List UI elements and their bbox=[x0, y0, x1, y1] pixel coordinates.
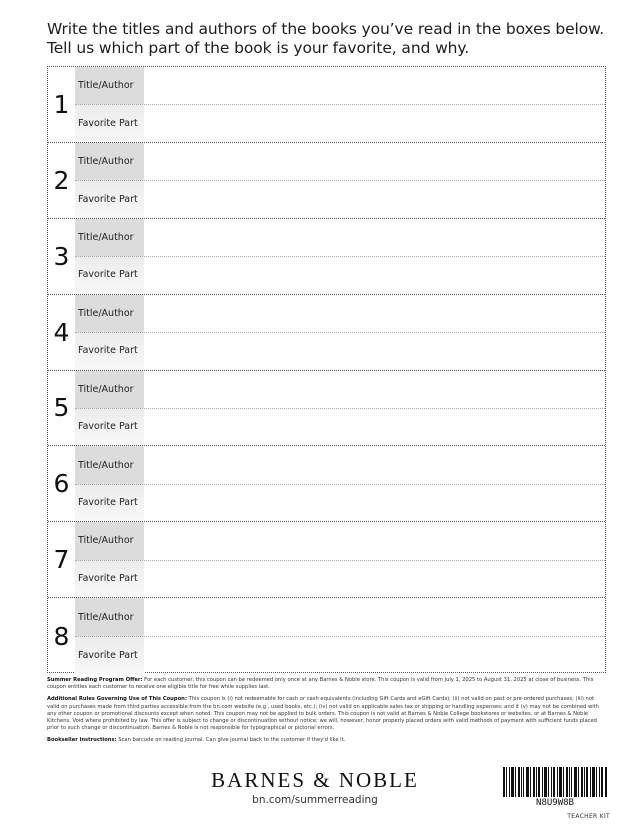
favorite-part-field[interactable] bbox=[144, 408, 605, 445]
favorite-part-label: Favorite Part bbox=[75, 636, 144, 674]
entry-fields bbox=[144, 522, 605, 597]
book-entry bbox=[48, 67, 605, 143]
program-offer-heading: Summer Reading Program Offer: bbox=[47, 677, 143, 683]
instruction-line-1: Write the titles and authors of the books you’ve read in the boxes below. bbox=[47, 20, 605, 38]
title-author-label: Title/Author bbox=[75, 67, 144, 104]
instruction-line-2: Tell us which part of the book is your favorite, and why. bbox=[47, 39, 470, 57]
program-offer-text: For each customer, this coupon can be redeemed only once at any Barnes & Noble store. This coupon is valid from July 1, 2025 to August 31, 2025 at close of business. This coupon entitles each customer to receive one eligible title for free while supplies last. bbox=[47, 677, 594, 691]
bookseller-heading: Bookseller instructions: bbox=[47, 737, 117, 744]
entry-number: 3 bbox=[53, 241, 70, 271]
entry-fields bbox=[144, 219, 605, 294]
coupon-rules-heading: Additional Rules Governing Use of This Coupon: bbox=[47, 696, 187, 703]
bookseller-text: Scan barcode on reading journal. Can give journal back to the customer if they'd like it. bbox=[118, 737, 346, 744]
title-author-field[interactable] bbox=[144, 598, 605, 636]
entry-fields bbox=[144, 446, 605, 521]
entry-number: 2 bbox=[53, 165, 70, 195]
favorite-part-label: Favorite Part bbox=[75, 256, 144, 293]
legal-fine-print bbox=[47, 677, 607, 750]
favorite-part-label: Favorite Part bbox=[75, 180, 144, 217]
favorite-part-field[interactable] bbox=[144, 180, 605, 217]
title-author-label: Title/Author bbox=[75, 371, 144, 408]
entry-fields bbox=[144, 295, 605, 370]
title-author-field[interactable] bbox=[144, 522, 605, 559]
title-author-label: Title/Author bbox=[75, 446, 144, 483]
title-author-label: Title/Author bbox=[75, 598, 144, 636]
coupon-rules bbox=[47, 696, 607, 732]
title-author-label: Title/Author bbox=[75, 295, 144, 332]
coupon-rules-text: This coupon is (i) not redeemable for cash or cash equivalents (including Gift Cards and eGift Cards); (ii) not valid on past or pre-ordered purchases; (iii) not valid on purchases made from third parties accessible from the bn.com website (e.g., used books, etc.); (iv) not valid on applicable sales tax or shipping or handling expenses; and it (v) may not be combined with any other coupon or promotional discounts except when noted. This coupon may not be applied to bulk orders. This coupon is not valid at Barnes & Noble College bookstores or websites, or at Barnes & Noble Kitchens. Void where prohibited by law. This offer is subject to change or discontinuation without notice; we will, however, honor properly placed orders with valid methods of payment with sufficient funds placed prior to such change or discontinuation. Barnes & Noble is not responsible for typographical or pictorial errors. bbox=[47, 696, 599, 732]
book-entry bbox=[48, 371, 605, 447]
entry-fields bbox=[144, 371, 605, 446]
entry-number: 5 bbox=[53, 393, 70, 423]
entry-number: 8 bbox=[53, 621, 70, 651]
entry-fields bbox=[144, 598, 605, 674]
entry-fields bbox=[144, 143, 605, 218]
book-entry bbox=[48, 522, 605, 598]
book-entry bbox=[48, 598, 605, 674]
favorite-part-label: Favorite Part bbox=[75, 104, 144, 141]
title-author-field[interactable] bbox=[144, 219, 605, 256]
brand-block bbox=[200, 768, 430, 806]
entry-number: 1 bbox=[53, 89, 70, 119]
program-offer bbox=[47, 677, 607, 691]
favorite-part-field[interactable] bbox=[144, 560, 605, 597]
brand-url[interactable]: bn.com/summerreading bbox=[252, 794, 378, 806]
book-entry bbox=[48, 219, 605, 295]
title-author-label: Title/Author bbox=[75, 143, 144, 180]
favorite-part-label: Favorite Part bbox=[75, 332, 144, 369]
entry-number: 4 bbox=[53, 317, 70, 347]
barcode-icon bbox=[503, 767, 607, 797]
entry-fields bbox=[144, 67, 605, 142]
favorite-part-label: Favorite Part bbox=[75, 560, 144, 597]
title-author-field[interactable] bbox=[144, 143, 605, 180]
favorite-part-field[interactable] bbox=[144, 332, 605, 369]
barcode-code: N8U9W8B bbox=[536, 798, 574, 808]
title-author-field[interactable] bbox=[144, 371, 605, 408]
teacher-kit-label: TEACHER KIT bbox=[567, 813, 610, 820]
entry-number: 7 bbox=[53, 545, 70, 575]
title-author-label: Title/Author bbox=[75, 522, 144, 559]
brand-logo: BARNES & NOBLE bbox=[211, 768, 419, 792]
title-author-field[interactable] bbox=[144, 67, 605, 104]
favorite-part-label: Favorite Part bbox=[75, 408, 144, 445]
entry-number: 6 bbox=[53, 469, 70, 499]
title-author-field[interactable] bbox=[144, 446, 605, 483]
bookseller-instructions bbox=[47, 737, 607, 744]
favorite-part-field[interactable] bbox=[144, 256, 605, 293]
title-author-field[interactable] bbox=[144, 295, 605, 332]
title-author-label: Title/Author bbox=[75, 219, 144, 256]
favorite-part-field[interactable] bbox=[144, 484, 605, 521]
reading-log bbox=[47, 66, 606, 673]
instructions bbox=[47, 20, 627, 58]
favorite-part-label: Favorite Part bbox=[75, 484, 144, 521]
book-entry bbox=[48, 295, 605, 371]
book-entry bbox=[48, 143, 605, 219]
favorite-part-field[interactable] bbox=[144, 104, 605, 141]
favorite-part-field[interactable] bbox=[144, 636, 605, 674]
book-entry bbox=[48, 446, 605, 522]
